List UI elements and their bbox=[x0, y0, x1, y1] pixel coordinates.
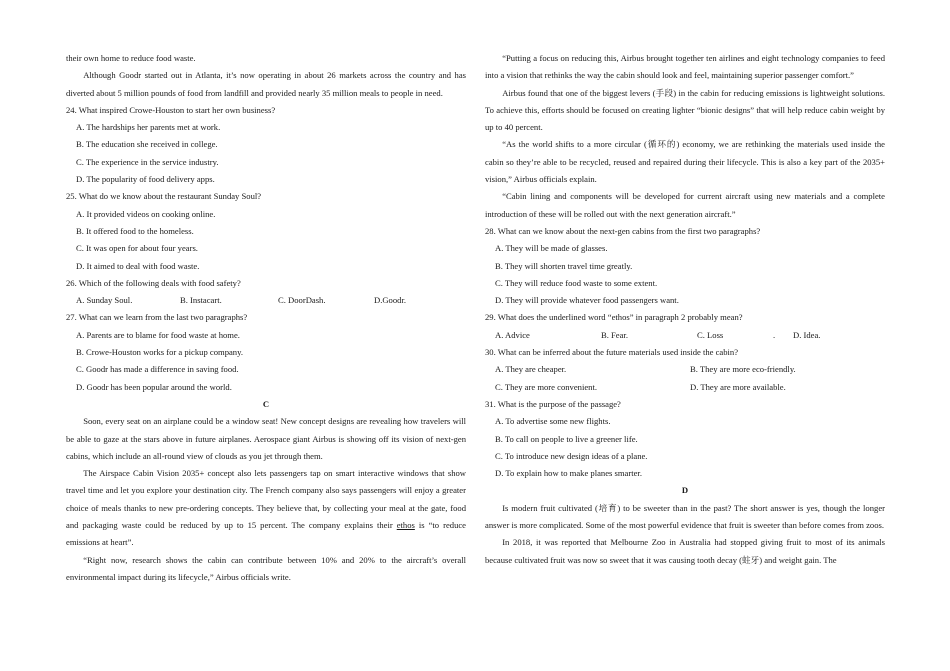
q31-option-c: C. To introduce new design ideas of a plane. bbox=[495, 450, 648, 461]
c-paragraph-6: “As the world shifts to a more circular (循环的) economy, we are rethinking the materials used inside the cabin so they’re able to be recycled, reused and repaired during their lifecycle. This is also a key part of the 2035+ vision,” Airbus officials explain. bbox=[485, 139, 885, 185]
question-25: 25. What do we know about the restaurant Sunday Soul? bbox=[66, 191, 262, 202]
question-29: 29. What does the underlined word “ethos” in paragraph 2 probably mean? bbox=[485, 312, 743, 323]
q29-stray-period: . bbox=[773, 329, 776, 340]
q28-option-c: C. They will reduce food waste to some extent. bbox=[495, 277, 658, 288]
q30-options-row-2 bbox=[485, 379, 885, 396]
c-paragraph-5: Airbus found that one of the biggest levers (手段) in the cabin for reducing emissions is lightweight solutions. To achieve this, efforts should be focused on creating lighter “bionic designs” that will help reduce cabin weight by up to 40 percent. bbox=[485, 87, 885, 133]
q29-option-b: B. Fear. bbox=[601, 329, 628, 340]
q30-option-a: A. They are cheaper. bbox=[495, 364, 567, 375]
q27-option-c: C. Goodr has made a difference in saving food. bbox=[76, 364, 239, 375]
question-28: 28. What can we know about the next-gen cabins from the first two paragraphs? bbox=[485, 225, 761, 236]
q25-option-d: D. It aimed to deal with food waste. bbox=[76, 260, 200, 271]
q28-option-b: B. They will shorten travel time greatly. bbox=[495, 260, 633, 271]
q29-option-c: C. Loss bbox=[697, 329, 724, 340]
question-27: 27. What can we learn from the last two paragraphs? bbox=[66, 312, 248, 323]
q26-option-a: A. Sunday Soul. bbox=[76, 295, 133, 306]
q30-options-row-1 bbox=[485, 361, 885, 378]
question-30: 30. What can be inferred about the future materials used inside the cabin? bbox=[485, 347, 739, 358]
q25-option-a: A. It provided videos on cooking online. bbox=[76, 208, 216, 219]
q31-option-a: A. To advertise some new flights. bbox=[495, 416, 611, 427]
q29-option-d: D. Idea. bbox=[793, 329, 821, 340]
q25-option-b: B. It offered food to the homeless. bbox=[76, 225, 194, 236]
c-paragraph-2-end: is “to reduce emissions at heart”. bbox=[66, 520, 466, 548]
paragraph-continuation: their own home to reduce food waste. bbox=[66, 53, 196, 63]
paragraph-goodr: Although Goodr started out in Atlanta, it’s now operating in about 26 markets across the country and has diverted about 5 million pounds of food from landfill and provided nearly 35 million meals to people in need. bbox=[66, 70, 466, 98]
q26-option-d: D.Goodr. bbox=[374, 295, 406, 306]
left-column bbox=[66, 50, 466, 586]
right-column bbox=[485, 50, 885, 569]
section-d-heading: D bbox=[681, 485, 689, 496]
c-paragraph-4: “Putting a focus on reducing this, Airbus brought together ten airlines and eight technology companies to feed into a vision that rethinks the way the cabin should look and feel, maintaining superior passenger comfort.” bbox=[485, 53, 885, 81]
question-26: 26. Which of the following deals with food safety? bbox=[66, 277, 241, 288]
q25-option-c: C. It was open for about four years. bbox=[76, 243, 198, 254]
c-paragraph-2-start: The Airspace Cabin Vision 2035+ concept also lets passengers tap on smart interactive windows that show travel time and let you explore your destination city. The French company also says passengers will enjoy a greater choice of meals thanks to new pre-ordering concepts. They believe that, by collecting your meal at the gate, food and packaging waste could be reduced by up to 15 percent. The company explains their bbox=[66, 468, 466, 531]
q26-option-b: B. Instacart. bbox=[180, 295, 222, 306]
q30-option-b: B. They are more eco-friendly. bbox=[690, 364, 796, 375]
q30-option-c: C. They are more convenient. bbox=[495, 381, 597, 392]
q24-option-b: B. The education she received in college. bbox=[76, 139, 218, 150]
q26-options bbox=[66, 292, 466, 309]
c-paragraph-1: Soon, every seat on an airplane could be a window seat! New concept designs are revealing how travelers will be able to gaze at the stars above in future airplanes. Aerospace giant Airbus is showing off its vision of next-gen cabins, which include an all-round view of clouds as you jet through them. bbox=[66, 416, 466, 461]
question-24: 24. What inspired Crowe-Houston to start her own business? bbox=[66, 104, 276, 115]
c-paragraph-3: “Right now, research shows the cabin can contribute between 10% and 20% to the aircraft’s overall environmental impact during its lifecycle,” Airbus officials write. bbox=[66, 554, 466, 582]
q31-option-b: B. To call on people to live a greener life. bbox=[495, 433, 638, 444]
q24-option-a: A. The hardships her parents met at work. bbox=[76, 122, 221, 133]
question-31: 31. What is the purpose of the passage? bbox=[485, 398, 621, 409]
c-paragraph-2 bbox=[66, 465, 466, 551]
underlined-word-ethos: ethos bbox=[396, 520, 415, 531]
q27-option-a: A. Parents are to blame for food waste at home. bbox=[76, 329, 240, 340]
q29-option-a: A. Advice bbox=[495, 329, 530, 340]
q24-option-d: D. The popularity of food delivery apps. bbox=[76, 174, 215, 185]
section-c-heading: C bbox=[262, 398, 270, 409]
q24-option-c: C. The experience in the service industry. bbox=[76, 156, 219, 167]
d-paragraph-2: In 2018, it was reported that Melbourne Zoo in Australia had stopped giving fruit to most of its animals because cultivated fruit was now so sweet that it was causing tooth decay (蛀牙) and weight gain. The bbox=[485, 537, 885, 565]
d-paragraph-1: Is modern fruit cultivated (培育) to be sweeter than in the past? The short answer is yes, though the longer answer is more complicated. Some of the most powerful evidence that fruit is sweeter than before comes from zoos. bbox=[485, 502, 885, 531]
q31-option-d: D. To explain how to make planes smarter. bbox=[495, 468, 642, 479]
q27-option-d: D. Goodr has been popular around the world. bbox=[76, 381, 232, 392]
q28-option-a: A. They will be made of glasses. bbox=[495, 243, 608, 254]
q29-options bbox=[485, 327, 885, 344]
q28-option-d: D. They will provide whatever food passengers want. bbox=[495, 295, 679, 306]
q27-option-b: B. Crowe-Houston works for a pickup company. bbox=[76, 347, 243, 358]
q30-option-d: D. They are more available. bbox=[690, 381, 786, 392]
q26-option-c: C. DoorDash. bbox=[278, 295, 326, 306]
c-paragraph-7: “Cabin lining and components will be developed for current aircraft using new materials and a complete introduction of these will be rolled out with the next generation aircraft.” bbox=[485, 191, 885, 219]
